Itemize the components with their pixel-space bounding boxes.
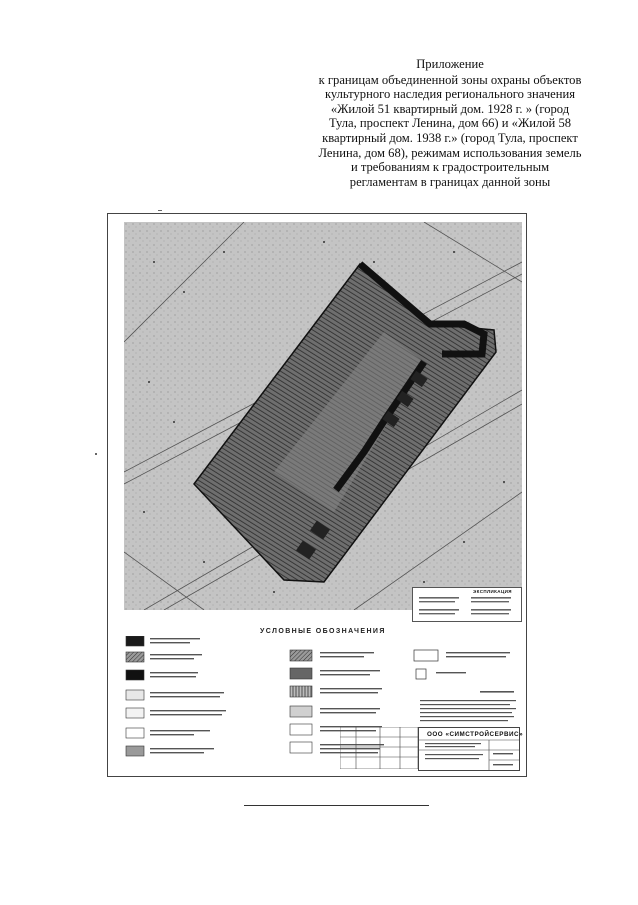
document-heading <box>300 57 600 189</box>
company-name: ООО «СИМСТРОЙСЕРВИС» <box>427 731 524 738</box>
heading-line-1: Приложение <box>416 57 484 71</box>
heading-line-6: квартирный дом. 1938 г.» (город Тула, проспект <box>322 130 578 145</box>
explication-box <box>412 587 522 622</box>
heading-line-8: и требованиям к градостроительным <box>350 160 550 175</box>
heading-line-5: Тула, проспект Ленина, дом 66) и «Жилой 58 <box>328 116 572 131</box>
site-plan-map <box>124 222 522 610</box>
signature-line <box>244 805 429 806</box>
revision-table <box>340 727 418 769</box>
explication-title: ЭКСПЛИКАЦИЯ <box>473 589 512 594</box>
heading-line-9: регламентам в границах данной зоны <box>349 174 551 189</box>
registration-mark <box>158 210 162 211</box>
legend-title: УСЛОВНЫЕ ОБОЗНАЧЕНИЯ <box>260 628 386 635</box>
heading-line-7: Ленина, дом 68), режимам использования земель <box>318 145 582 160</box>
site-plan-graphic <box>124 222 522 610</box>
heading-line-2: к границам объединенной зоны охраны объектов <box>318 72 582 87</box>
explication-entries <box>413 588 521 621</box>
heading-line-4: «Жилой 51 квартирный дом. 1928 г. » (город <box>330 101 570 116</box>
title-block-grid <box>419 728 519 770</box>
title-block <box>418 727 524 771</box>
registration-mark <box>95 453 97 455</box>
heading-line-3: культурного наследия регионального значения <box>324 87 576 102</box>
